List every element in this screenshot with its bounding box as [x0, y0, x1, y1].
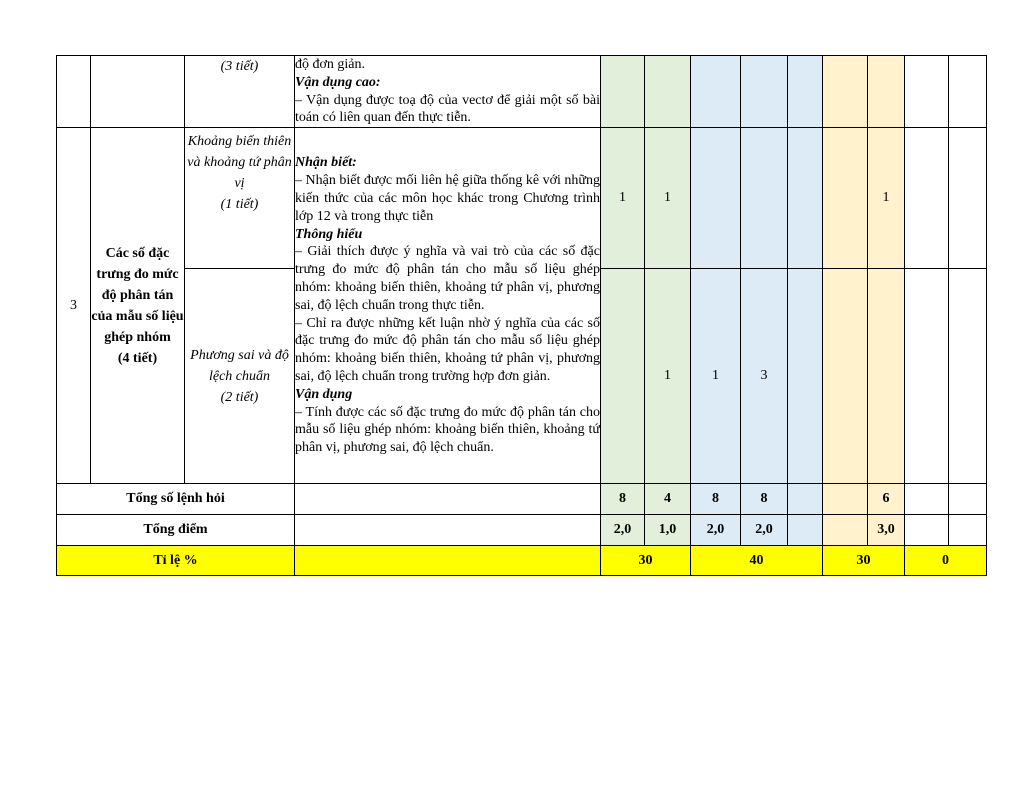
count-cell — [788, 269, 823, 484]
points-cell — [823, 515, 868, 546]
count-cell — [788, 56, 823, 128]
level-heading-recognition: Nhận biết: — [295, 155, 357, 171]
count-cell — [905, 269, 949, 484]
row-number-cell — [57, 56, 91, 128]
count-cell — [691, 56, 741, 128]
empty-cell — [295, 484, 601, 515]
total-cell — [949, 484, 987, 515]
row-number: 3 — [70, 297, 77, 313]
unit-name: Khoảng biến thiên và khoảng tứ phân vị — [187, 134, 292, 192]
total-cell: 8 — [691, 484, 741, 515]
unit-name: Phương sai và độ lệch chuẩn — [190, 347, 289, 384]
requirement-text: – Giải thích được ý nghĩa và vai trò của các số đặc trưng đo mức độ phân tán cho mẫu số liệu ghép nhóm: khoảng biến thiên, khoảng tứ phân vị, phương sai, độ lệch chuẩn trong thực tiễn. — [295, 244, 600, 313]
points-cell — [788, 515, 823, 546]
count-cell — [905, 56, 949, 128]
requirements-cell — [295, 56, 601, 128]
count-cell — [691, 128, 741, 269]
table-row-previous-topic — [57, 56, 987, 128]
count-cell: 3 — [741, 269, 788, 484]
assessment-matrix-table — [56, 55, 987, 576]
unit-cell-a — [185, 128, 295, 269]
unit-hours: (3 tiết) — [220, 59, 259, 74]
points-cell: 2,0 — [691, 515, 741, 546]
count-cell — [823, 269, 868, 484]
requirement-text: – Chỉ ra được những kết luận nhờ ý nghĩa của các số đặc trưng đo mức độ phân tán cho mẫu số liệu ghép nhóm: khoảng biến thiên, khoảng tứ phân vị, phương sai, độ lệch chuẩn trong trường hợp đơn giản. — [295, 315, 600, 384]
points-cell — [905, 515, 949, 546]
unit-hours: (2 tiết) — [220, 389, 259, 405]
points-cell — [949, 515, 987, 546]
count-cell — [868, 269, 905, 484]
count-cell — [949, 56, 987, 128]
total-cell: 8 — [601, 484, 645, 515]
requirement-text: độ đơn giản. — [295, 57, 366, 72]
total-cell — [788, 484, 823, 515]
percentage-understanding: 40 — [691, 546, 823, 576]
count-cell: 1 — [645, 128, 691, 269]
requirement-text: – Nhận biết được mối liên hệ giữa thống kê với những kiến thức của các môn học khác trong Chương trình lớp 12 và trong thực tiễn — [295, 173, 600, 224]
total-cell: 6 — [868, 484, 905, 515]
points-cell: 3,0 — [868, 515, 905, 546]
topic-hours: (4 tiết) — [117, 350, 158, 366]
count-cell: 1 — [645, 269, 691, 484]
total-questions-label: Tổng số lệnh hỏi — [57, 484, 295, 515]
percentage-advanced: 0 — [905, 546, 987, 576]
topic-cell — [91, 128, 185, 484]
table-row-total-points — [57, 515, 987, 546]
unit-cell — [185, 56, 295, 128]
count-cell — [905, 128, 949, 269]
percentage-application: 30 — [823, 546, 905, 576]
count-cell — [949, 128, 987, 269]
count-cell — [645, 56, 691, 128]
count-cell — [741, 128, 788, 269]
count-cell — [868, 56, 905, 128]
count-cell — [601, 56, 645, 128]
unit-hours: (1 tiết) — [220, 197, 259, 213]
level-heading-understanding: Thông hiểu — [295, 226, 363, 242]
count-cell — [949, 269, 987, 484]
count-cell: 1 — [868, 128, 905, 269]
points-cell: 2,0 — [741, 515, 788, 546]
unit-cell-b — [185, 269, 295, 484]
level-heading-application: Vận dụng — [295, 386, 353, 402]
topic-name: Các số đặc trưng đo mức độ phân tán của mẫu số liệu ghép nhóm — [91, 245, 184, 345]
total-cell: 8 — [741, 484, 788, 515]
table-row-topic-3a — [57, 128, 987, 269]
total-cell — [823, 484, 868, 515]
points-cell: 2,0 — [601, 515, 645, 546]
count-cell — [823, 128, 868, 269]
requirement-text: – Vận dụng được toạ độ của vectơ để giải một số bài toán có liên quan đến thực tiễn. — [295, 92, 600, 126]
count-cell — [788, 128, 823, 269]
table-row-percentage — [57, 546, 987, 576]
percentage-recognition: 30 — [601, 546, 691, 576]
empty-cell — [295, 515, 601, 546]
total-cell: 4 — [645, 484, 691, 515]
topic-cell — [91, 56, 185, 128]
count-cell: 1 — [601, 128, 645, 269]
requirement-text: – Tính được các số đặc trưng đo mức độ phân tán cho mẫu số liệu ghép nhóm: khoảng biến thiên, khoảng tứ phân vị, phương sai, độ lệch chuẩn. — [295, 404, 600, 456]
empty-cell — [295, 546, 601, 576]
count-cell: 1 — [691, 269, 741, 484]
total-points-label: Tổng điểm — [57, 515, 295, 546]
count-cell — [741, 56, 788, 128]
points-cell: 1,0 — [645, 515, 691, 546]
requirements-cell — [295, 128, 601, 484]
count-cell — [601, 269, 645, 484]
level-heading-advanced-application: Vận dụng cao: — [295, 74, 381, 90]
table-row-total-questions — [57, 484, 987, 515]
percentage-label: Tỉ lệ % — [57, 546, 295, 576]
total-cell — [905, 484, 949, 515]
row-number-cell — [57, 128, 91, 484]
count-cell — [823, 56, 868, 128]
